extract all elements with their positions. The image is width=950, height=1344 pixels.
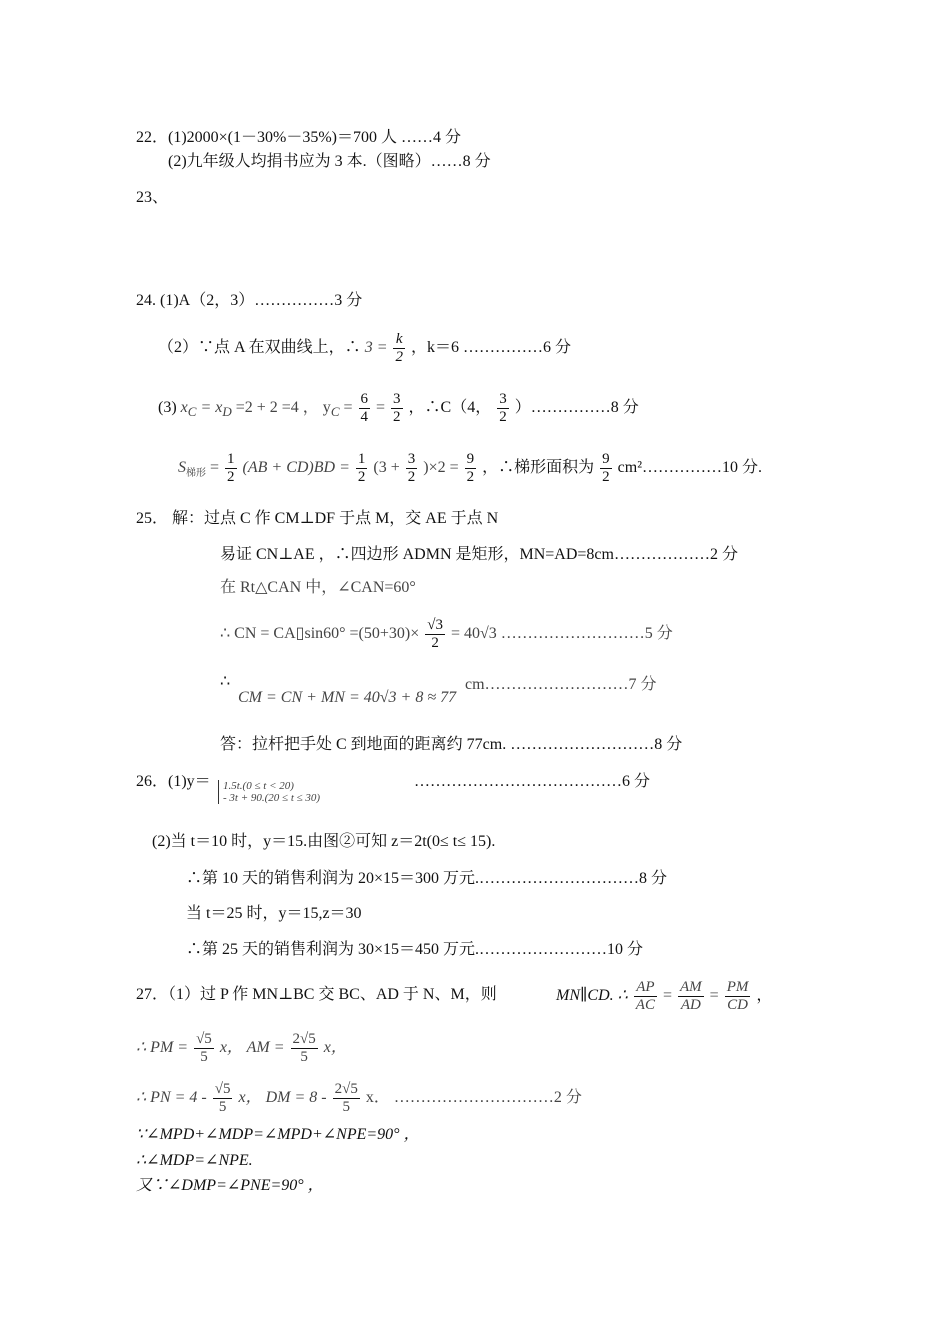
area-expression-2: (3 +: [373, 459, 400, 476]
cn-expression: ∴ CN = CA▯sin60° =(50+30)×: [220, 625, 420, 642]
area-subscript: 梯形: [186, 468, 206, 480]
q27-line2: [136, 1028, 347, 1068]
q25-line1: 25． 解：过点 C 作 CM⊥DF 于点 M，交 AE 于点 N: [136, 510, 499, 527]
area-conclusion: ，∴梯形面积为: [482, 459, 595, 476]
q26-line1-score: …………………………………6 分: [414, 773, 651, 790]
q24-part2-result: ，k＝6 ……………6 分: [410, 339, 571, 356]
fraction-9-2: [465, 451, 477, 486]
piecewise-system: [218, 780, 320, 804]
equals: =: [343, 399, 353, 416]
pm-expression: ∴ PM =: [136, 1039, 189, 1056]
q24-part3-score: ）……………8 分: [514, 399, 639, 416]
fraction-3-2: [391, 391, 403, 426]
fraction-1-2-b: [356, 451, 368, 486]
q25-answer: 答：拉杆把手处 C 到地面的距离约 77cm. ………………………8 分: [220, 736, 683, 753]
q24-part1: 24. (1)A（2，3）……………3 分: [136, 292, 363, 309]
q24-part4: [178, 448, 762, 494]
numerator: 3: [407, 450, 416, 467]
fraction-9-2-b: [600, 451, 612, 486]
denominator: 2: [227, 468, 235, 485]
area-score: cm²……………10 分.: [617, 459, 762, 476]
yc-var: =2 + 2 =4 ， y: [235, 399, 331, 416]
q24-fraction-k-2: [393, 331, 405, 366]
q25-line4: [220, 614, 673, 654]
area-expression-3: )×2 =: [423, 459, 459, 476]
numerator: 3: [499, 390, 507, 407]
numerator: k: [393, 331, 405, 349]
numerator: 9: [602, 450, 610, 467]
numerator: √3: [427, 616, 443, 633]
fraction-sqrt5-5: [194, 1031, 214, 1066]
numerator: √5: [214, 1080, 231, 1097]
fraction-3-2-b: [497, 391, 509, 426]
fraction-2sqrt5-5: [291, 1031, 318, 1066]
q26-line3: ∴第 10 天的销售利润为 20×15＝300 万元.…………………………8 分: [186, 870, 668, 887]
numerator: 1: [357, 450, 366, 467]
denominator: AC: [635, 996, 655, 1013]
denominator: 2: [407, 468, 416, 485]
denominator: 2: [431, 634, 439, 651]
q25-line5-b: CM = CN + MN = 40√3 + 8 ≈ 77: [238, 689, 457, 706]
q27-ratios: MN∥CD. ∴ $\frac{AP}{AC}$ = $\frac{AM}{AD}$ = $\frac{PM}{CD}$ ，: [556, 978, 773, 1013]
fraction-sqrt5-5-b: [213, 1081, 233, 1116]
mn-parallel-cd: MN∥CD. ∴: [556, 987, 628, 1004]
q24-part3-label: (3): [158, 399, 177, 416]
comma: ，: [756, 987, 773, 1004]
q27-line6: 又∵∠DMP=∠PNE=90° ，: [136, 1177, 324, 1194]
q22-line2: (2)九年级人均捐书应为 3 本.（图略）……8 分: [168, 153, 491, 170]
area-expression: (AB + CD)BD =: [242, 459, 350, 476]
numerator: AM: [680, 978, 702, 995]
denominator: CD: [727, 996, 748, 1013]
dm-tail: x． …………………………2 分: [365, 1089, 582, 1106]
numerator: 2√5: [292, 1030, 316, 1047]
numerator: 1: [227, 450, 235, 467]
denominator: 2: [357, 468, 366, 485]
fraction-sqrt3-2: [425, 617, 445, 652]
denominator: 2: [499, 408, 507, 425]
numerator: 6: [360, 390, 369, 407]
denominator: 5: [300, 1048, 308, 1065]
denominator: 2: [466, 468, 475, 485]
numerator: PM: [726, 978, 749, 995]
numerator: 9: [466, 450, 475, 467]
fraction-1-2: [225, 451, 237, 486]
equals: =: [210, 459, 220, 476]
fraction-ap-ac: [634, 979, 657, 1014]
denominator: 5: [218, 1098, 227, 1115]
q25-line5-a: ∴: [220, 673, 231, 690]
q25-line3: 在 Rt△CAN 中，∠CAN=60°: [220, 579, 416, 596]
denominator: 5: [200, 1048, 208, 1065]
numerator: AP: [634, 979, 657, 997]
numerator: √5: [196, 1030, 212, 1047]
denominator: 2: [602, 468, 610, 485]
fraction-3-2-c: [406, 451, 418, 486]
dm-expression: x， DM = 8 -: [238, 1089, 327, 1106]
q23-label: 23、: [136, 189, 169, 206]
denominator: 2: [395, 348, 403, 365]
denominator: AD: [680, 996, 701, 1013]
denominator: 4: [360, 408, 369, 425]
q26-line4: 当 t＝25 时，y＝15,z＝30: [186, 905, 362, 922]
q24-part3: (3) $x_C = x_D =2 + 2 =4$ ， $y_C$ = $\frac{6}{4}$ = $\frac{3}{2}$ ，∴C（4， $\frac{3}{2}$ ）……………8 分: [158, 390, 639, 425]
q25-line2: 易证 CN⊥AE ，∴四边形 ADMN 是矩形，MN=AD=8cm………………2 分: [220, 546, 738, 563]
piecewise-case2: - 3t + 90.(20 ≤ t ≤ 30): [223, 792, 321, 804]
q26-line2: (2)当 t＝10 时，y＝15.由图②可知 z＝2t(0≤ t≤ 15).: [152, 833, 496, 850]
am-expression: x， AM =: [219, 1039, 285, 1056]
fraction-2sqrt5-5-b: [333, 1081, 360, 1116]
q24-part3-point: ，∴C（4，: [408, 399, 492, 416]
denominator: 2: [393, 408, 401, 425]
q26-piecewise: [218, 780, 320, 804]
numerator: 3: [393, 390, 401, 407]
fraction-pm-cd: [725, 979, 751, 1014]
denominator: 5: [342, 1098, 350, 1115]
q24-part2-eq: 3 =: [364, 339, 388, 356]
area-symbol: S: [178, 459, 186, 476]
q27-line4: ∵∠MPD+∠MDP=∠MPD+∠NPE=90° ，: [136, 1126, 420, 1143]
xc-var: x: [180, 399, 188, 416]
numerator: 2√5: [334, 1080, 358, 1097]
q27-line1: 27．（1）过 P 作 MN⊥BC 交 BC、AD 于 N、M，则: [136, 986, 497, 1003]
q25-line5-c: cm………………………7 分: [465, 676, 657, 693]
q26-line5: ∴第 25 天的销售利润为 30×15＝450 万元.……………………10 分: [186, 941, 644, 958]
cn-result: = 40√3 ………………………5 分: [451, 625, 673, 642]
fraction-6-4: [359, 391, 371, 426]
q22-line1: 22．(1)2000×(1－30%－35%)＝700 人 ……4 分: [136, 129, 461, 146]
q27-line3: [136, 1078, 582, 1118]
q24-part2-text: （2）∵点 A 在双曲线上，∴: [158, 339, 361, 356]
xd-var: = x: [200, 399, 223, 416]
piecewise-case1: 1.5t.(0 ≤ t < 20): [223, 780, 294, 792]
q24-part2: [158, 328, 571, 368]
fraction-am-ad: [678, 979, 704, 1014]
pn-expression: ∴ PN = 4 -: [136, 1089, 207, 1106]
am-tail: x，: [323, 1039, 347, 1056]
q27-line5: ∴∠MDP=∠NPE.: [136, 1152, 253, 1169]
q26-line1: 26．(1)y＝: [136, 773, 211, 790]
